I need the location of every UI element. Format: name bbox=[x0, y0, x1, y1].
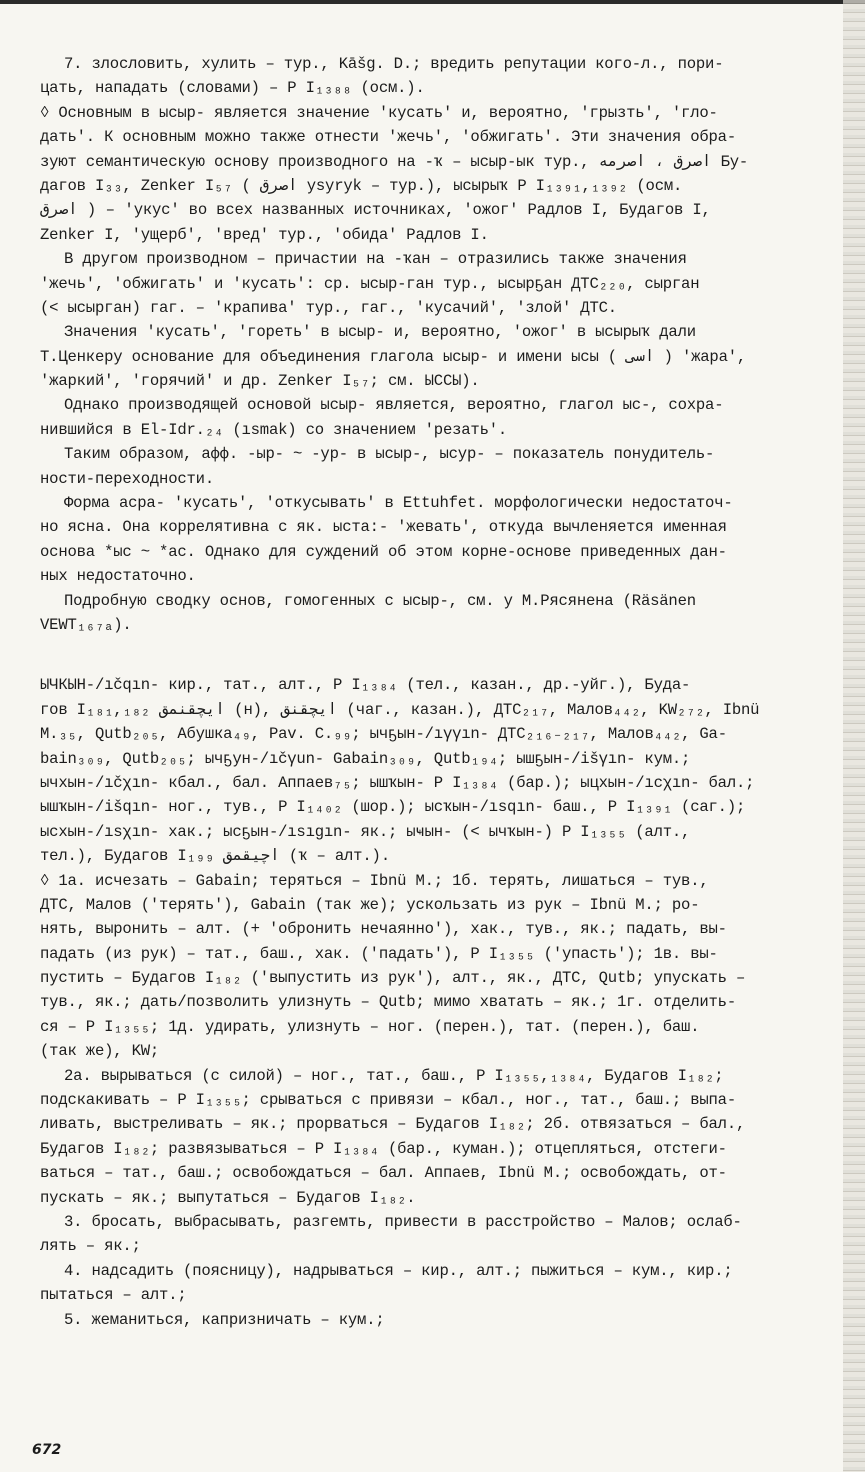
text-line: подскакивать – Р I₁₃₅₅; срываться с привязи – кбал., ног., тат., баш.; выпа- bbox=[40, 1091, 736, 1110]
text-line: ливать, выстреливать – як.; прорваться – Будагов I₁₈₂; 2б. отвязаться – бал., bbox=[40, 1115, 746, 1134]
text-line: ных недостаточно. bbox=[40, 567, 196, 586]
text-line: VEWT₁₆₇ₐ). bbox=[40, 615, 132, 634]
text-line: основа *ыс ~ *ас. Однако для суждений об этом корне-основе приведенных дан- bbox=[40, 542, 727, 561]
text-line: гов I₁₈₁,₁₈₂ ايچقنمق (н), ايچقنق (чаг., казан.), ДТС₂₁₇, Малов₄₄₂, KW₂₇₂, Ibnü bbox=[40, 700, 760, 719]
text-line: Будагов I₁₈₂; развязываться – Р I₁₃₈₄ (бар., куман.); отцепляться, отстеги- bbox=[40, 1139, 727, 1158]
page-number: 672 bbox=[32, 1442, 62, 1458]
text-line: Значения 'кусать', 'гореть' в ысыр- и, вероятно, 'ожог' в ысырыҡ дали bbox=[64, 323, 696, 342]
text-line: 3. бросать, выбрасывать, разгемть, привести в расстройство – Малов; ослаб- bbox=[64, 1212, 742, 1231]
page-top-border bbox=[0, 0, 865, 4]
text-line: 'жаркий', 'горячий' и др. Zenker I₅₇; см. ЫССЫ). bbox=[40, 372, 480, 391]
entry-separator bbox=[40, 637, 840, 673]
text-line: пытаться – алт.; bbox=[40, 1286, 187, 1305]
entry-ychkyn bbox=[40, 673, 840, 1332]
text-line: лять – як.; bbox=[40, 1237, 141, 1256]
text-line: (так же), KW; bbox=[40, 1042, 160, 1061]
text-line: 4. надсадить (поясницу), надрываться – кир., алт.; пыжиться – кум., кир.; bbox=[64, 1261, 733, 1280]
text-line: дагов I₃₃, Zenker I₅₇ ( اصرق ysyryk – тур.), ысырыҡ Р I₁₃₉₁,₁₃₉₂ (осм. bbox=[40, 176, 683, 195]
text-line: ычхын-/ıčχın- кбал., бал. Аппаев₇₅; ышҡын- Р I₁₃₈₄ (бар.); ыцхын-/ıcχın- бал.; bbox=[40, 773, 755, 792]
text-line: Т.Ценкеру основание для объединения глагола ысыр- и имени ысы ( اسى ) 'жара', bbox=[40, 347, 747, 366]
text-line: Подробную сводку основ, гомогенных с ысыр-, см. у М.Рясянена (Räsänen bbox=[64, 591, 696, 610]
text-line: Однако производящей основой ысыр- является, вероятно, глагол ыс-, сохра- bbox=[64, 396, 724, 415]
text-line: M.₃₅, Qutb₂₀₅, Абушка₄₉, Pav. C.₉₉; ычҕын-/ıγγın- ДТС₂₁₆₋₂₁₇, Малов₄₄₂, Ga- bbox=[40, 725, 727, 744]
text-line: ◊ 1а. исчезать – Gabain; теряться – Ibnü M.; 1б. терять, лишаться – тув., bbox=[40, 871, 709, 890]
text-line: ваться – тат., баш.; освобождаться – бал. Аппаев, Ibnü M.; освобождать, от- bbox=[40, 1164, 727, 1183]
text-line: Форма асра- 'кусать', 'откусывать' в Ettuhfet. морфологически недостаточ- bbox=[64, 494, 733, 513]
text-line: 'жечь', 'обжигать' и 'кусать': ср. ысыр-ган тур., ысырҕан ДТС₂₂₀, сырган bbox=[40, 274, 700, 293]
text-line: нять, выронить – алт. (+ 'обронить нечаянно'), хак., тув., як.; падать, вы- bbox=[40, 920, 727, 939]
text-line: В другом производном – причастии на -ҡан – отразились также значения bbox=[64, 250, 687, 269]
text-line: пустить – Будагов I₁₈₂ ('выпустить из рук'), алт., як., ДТС, Qutb; упускать – bbox=[40, 969, 746, 988]
text-line: ности-переходности. bbox=[40, 469, 214, 488]
text-line: ЫЧКЫН-/ıčqın- кир., тат., алт., Р I₁₃₈₄ (тел., казан., др.-уйг.), Буда- bbox=[40, 676, 691, 695]
text-line: тел.), Будагов I₁₉₉ اچيقمق (ҡ – алт.). bbox=[40, 847, 391, 866]
text-line: цать, нападать (словами) – Р I₁₃₈₈ (осм.). bbox=[40, 79, 425, 98]
text-line: Zenker I, 'ущерб', 'вред' тур., 'обида' Радлов I. bbox=[40, 225, 489, 244]
text-line: bain₃₀₉, Qutb₂₀₅; ычҕун-/ıčγun- Gabain₃₀₉, Qutb₁₉₄; ышҕын-/išγın- кум.; bbox=[40, 749, 691, 768]
text-line: ышҡын-/išqın- ног., тув., Р I₁₄₀₂ (шор.); ысҡын-/ısqın- баш., Р I₁₃₉₁ (саг.); bbox=[40, 798, 746, 817]
text-line: ся – Р I₁₃₅₅; 1д. удирать, улизнуть – ног. (перен.), тат. (перен.), баш. bbox=[40, 1017, 700, 1036]
text-line: падать (из рук) – тат., баш., хак. ('падать'), Р I₁₃₅₅ ('упасть'); 1в. вы- bbox=[40, 944, 718, 963]
scan-edge-shadow bbox=[843, 0, 865, 1472]
text-line: ◊ Основным в ысыр- является значение 'кусать' и, вероятно, 'грызть', 'гло- bbox=[40, 103, 718, 122]
text-line: 2а. вырываться (с силой) – ног., тат., баш., Р I₁₃₅₅,₁₃₈₄, Будагов I₁₈₂; bbox=[64, 1066, 724, 1085]
entry-ysyr-continuation bbox=[40, 52, 840, 637]
text-line: тув., як.; дать/позволить улизнуть – Qutb; мимо хватать – як.; 1г. отделить- bbox=[40, 993, 736, 1012]
text-line: нившийся в El-Idr.₂₄ (ısmak) со значением 'резать'. bbox=[40, 420, 508, 439]
text-line: но ясна. Она коррелятивна с як. ыста:- 'жевать', откуда вычленяется именная bbox=[40, 518, 727, 537]
text-line: зуют семантическую основу производного на -ҡ – ысыр-ык тур., اصرق ، اصرمه Бу- bbox=[40, 152, 749, 171]
text-line: дать'. К основным можно также отнести 'жечь', 'обжигать'. Эти значения обра- bbox=[40, 128, 736, 147]
text-line: ДТС, Малов ('терять'), Gabain (так же); ускользать из рук – Ibnü M.; ро- bbox=[40, 895, 700, 914]
text-line: пускать – як.; выпутаться – Будагов I₁₈₂. bbox=[40, 1188, 416, 1207]
text-line: اصرق ) – 'укус' во всех названных источниках, 'ожог' Радлов I, Будагов I, bbox=[40, 201, 711, 220]
page-text bbox=[40, 52, 840, 1332]
text-line: 7. злословить, хулить – тур., Kāšg. D.; вредить репутации кого-л., пори- bbox=[64, 55, 724, 73]
text-line: ысхын-/ısχın- хак.; ысҕын-/ısıgın- як.; ыҹын- (< ычҡын-) Р I₁₃₅₅ (алт., bbox=[40, 822, 691, 841]
text-line: Таким образом, афф. -ыр- ~ -ур- в ысыр-, ысур- – показатель понудитель- bbox=[64, 445, 715, 464]
text-line: 5. жеманиться, капризничать – кум.; bbox=[64, 1310, 385, 1329]
text-line: (< ысырган) гаг. – 'крапива' тур., гаг., 'кусачий', 'злой' ДТС. bbox=[40, 298, 617, 317]
